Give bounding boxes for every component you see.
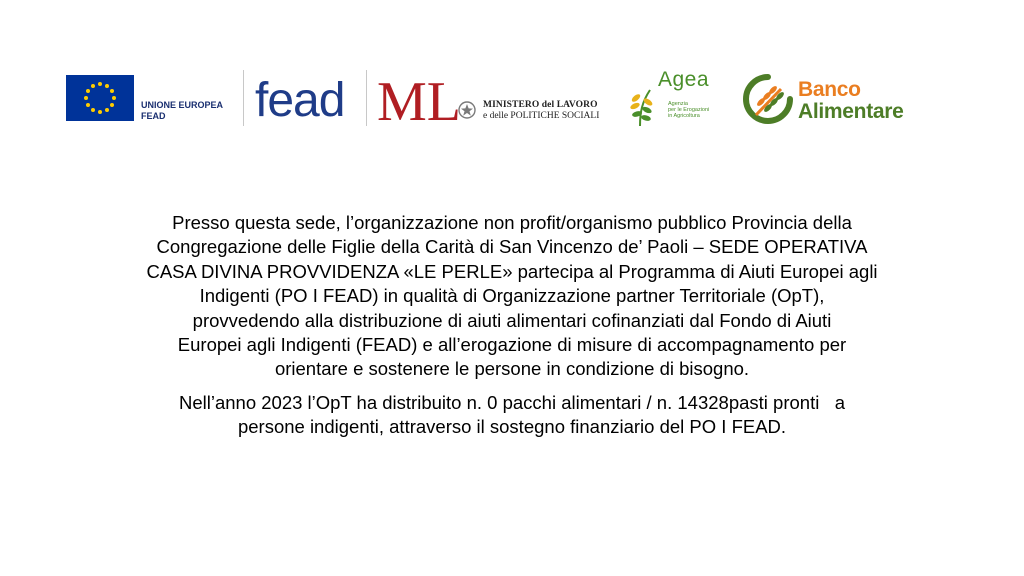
text-line: Indigenti (PO I FEAD) in qualità di Organizzazione partner Territoriale (OpT), — [199, 285, 825, 307]
agea-name: Agea — [658, 68, 710, 91]
eu-logo-text — [141, 100, 223, 122]
notice-paragraph-2 — [40, 391, 984, 440]
ministero-monogram: ML — [377, 72, 461, 124]
eu-logo — [66, 75, 256, 123]
ministero-line1: MINISTERO del LAVORO — [483, 100, 598, 110]
text-line: persone indigenti, attraverso il sostegno finanziario del PO I FEAD. — [237, 416, 787, 438]
ministero-monogram-icon — [377, 72, 481, 124]
agea-sub3: in Agricoltura — [668, 113, 700, 119]
notice-paragraph-1 — [40, 211, 984, 382]
fead-logo-text: fead — [255, 74, 345, 126]
banco-wheat-circle-icon — [741, 72, 795, 128]
text-line: Congregazione delle Figlie della Carità di San Vincenzo de’ Paoli – SEDE OPERATIVA — [156, 236, 868, 258]
emblem-icon — [459, 102, 475, 118]
text-line: CASA DIVINA PROVVIDENZA «LE PERLE» partecipa al Programma di Aiuti Europei agli — [146, 260, 878, 282]
agea-logo — [628, 68, 728, 130]
text-line: Europei agli Indigenti (FEAD) e all’erogazione di misure di accompagnamento per — [177, 334, 847, 356]
text-line: orientare e sostenere le persone in condizione di bisogno. — [274, 358, 750, 380]
ministero-line2: e delle POLITICHE SOCIALI — [483, 111, 600, 121]
ministero-logo-text — [483, 100, 599, 122]
agea-sub2: per le Erogazioni — [668, 107, 710, 113]
logo-strip — [0, 0, 1024, 140]
ministero-logo — [377, 72, 607, 124]
text-line: Presso questa sede, l’organizzazione non profit/organismo pubblico Provincia della — [172, 212, 852, 233]
agea-sub1: Agenzia — [668, 101, 688, 107]
eu-flag-icon — [66, 75, 134, 121]
text-line: provvedendo alla distribuzione di aiuti alimentari cofinanziati dal Fondo di Aiuti — [192, 309, 832, 331]
banco-line2: Alimentare — [798, 100, 904, 123]
logo-divider — [243, 70, 244, 126]
banco-line1: Banco — [798, 78, 861, 101]
agea-subtitle — [668, 101, 709, 119]
text-line: Nell’anno 2023 l’OpT ha distribuito n. 0 pacchi alimentari / n. 14328pasti pronti a — [178, 391, 846, 413]
eu-logo-line2: FEAD — [141, 111, 166, 121]
eu-logo-line1: UNIONE EUROPEA — [141, 100, 224, 110]
banco-alimentare-text — [798, 79, 904, 123]
banco-alimentare-logo — [741, 72, 951, 128]
notice-body — [40, 211, 984, 440]
fead-logo — [255, 70, 360, 126]
logo-divider — [366, 70, 367, 126]
